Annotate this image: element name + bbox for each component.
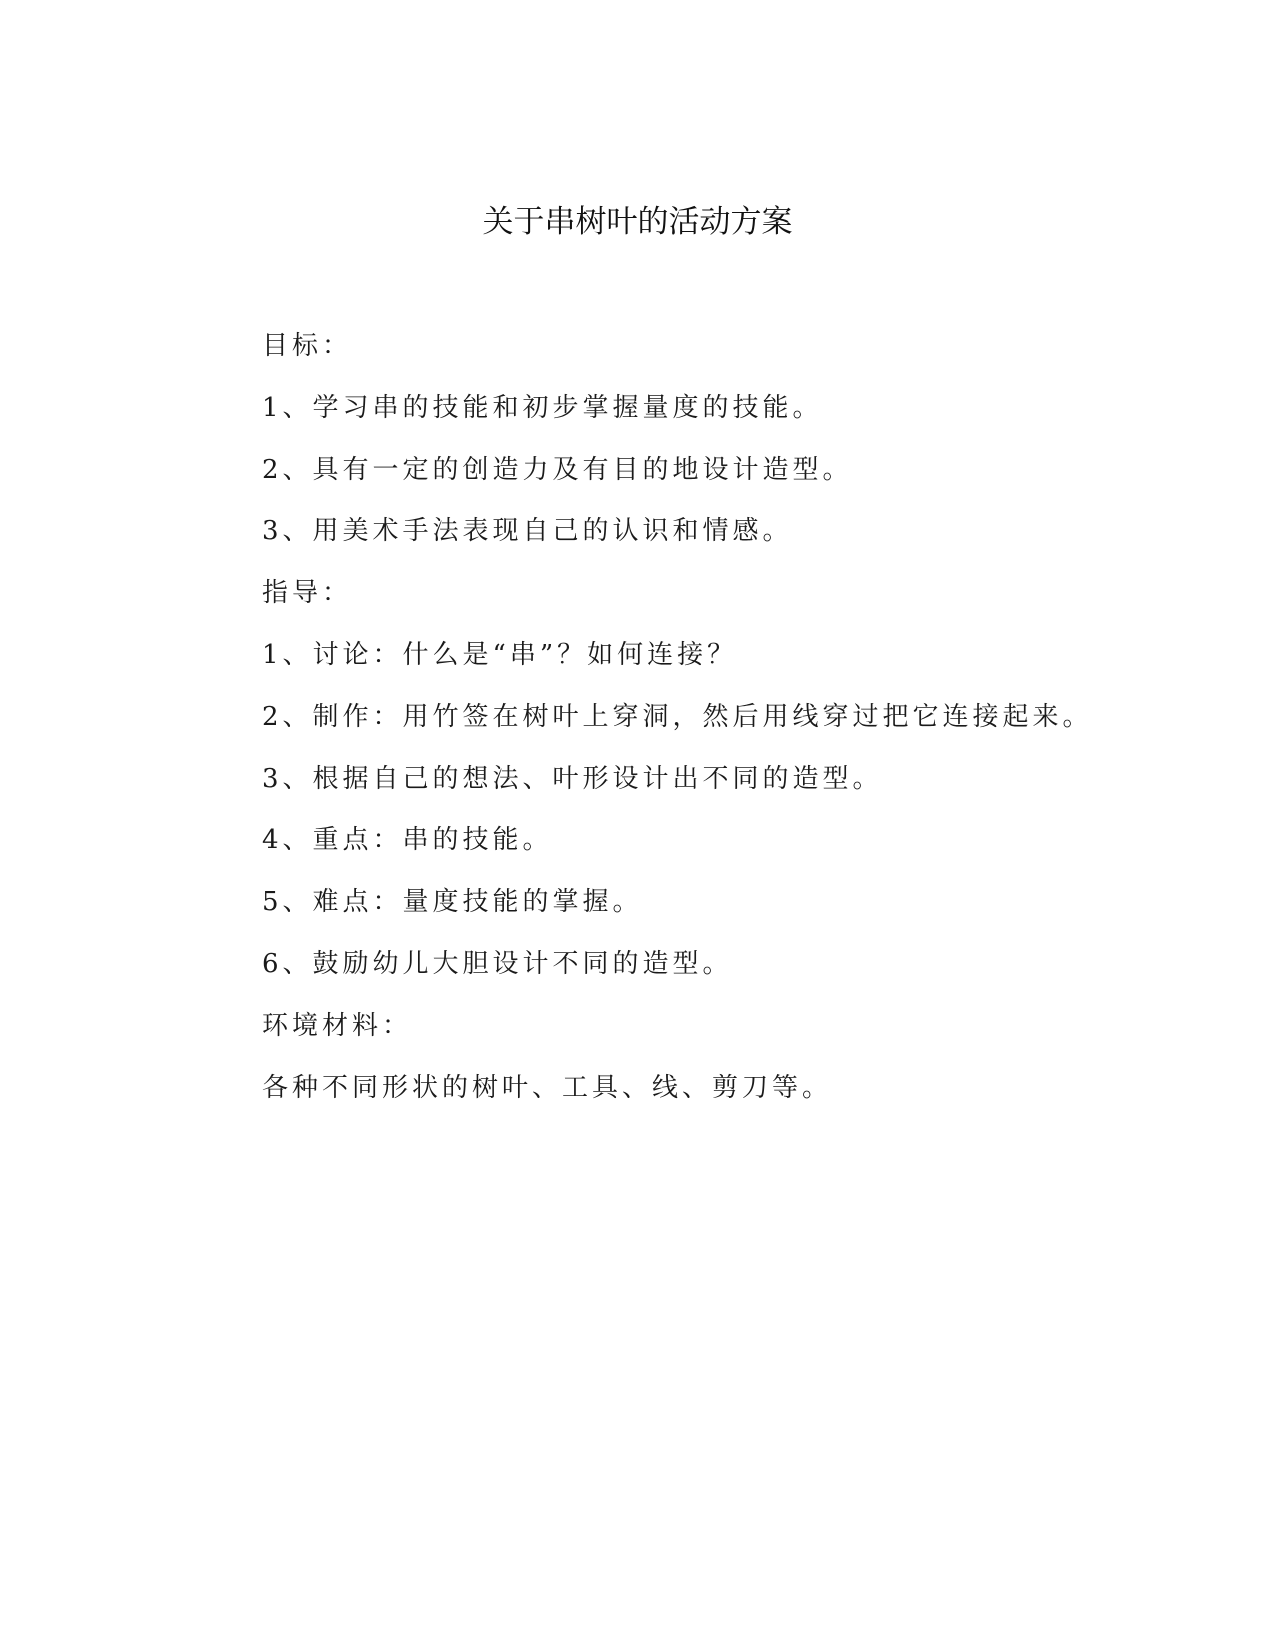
guidance-item: 2、制作：用竹签在树叶上穿洞，然后用线穿过把它连接起来。 (262, 701, 1093, 732)
section-heading-goals: 目标： (262, 331, 353, 361)
guidance-item: 1、讨论：什么是“串”？如何连接？ (262, 639, 738, 670)
goal-item: 3、用美术手法表现自己的认识和情感。 (262, 516, 793, 547)
section-heading-materials: 环境材料： (262, 1010, 413, 1041)
goal-item: 2、具有一定的创造力及有目的地设计造型。 (262, 454, 853, 485)
materials-text: 各种不同形状的树叶、工具、线、剪刀等。 (262, 1072, 833, 1103)
guidance-item: 3、根据自己的想法、叶形设计出不同的造型。 (262, 763, 883, 794)
document-body (262, 316, 1122, 1119)
guidance-item: 4、重点：串的技能。 (262, 825, 553, 856)
guidance-item: 6、鼓励幼儿大胆设计不同的造型。 (262, 948, 733, 979)
document-title: 关于串树叶的活动方案 (482, 204, 793, 240)
goal-item: 1、学习串的技能和初步掌握量度的技能。 (262, 392, 823, 423)
guidance-item: 5、难点：量度技能的掌握。 (262, 887, 643, 918)
section-heading-guidance: 指导： (262, 578, 353, 609)
